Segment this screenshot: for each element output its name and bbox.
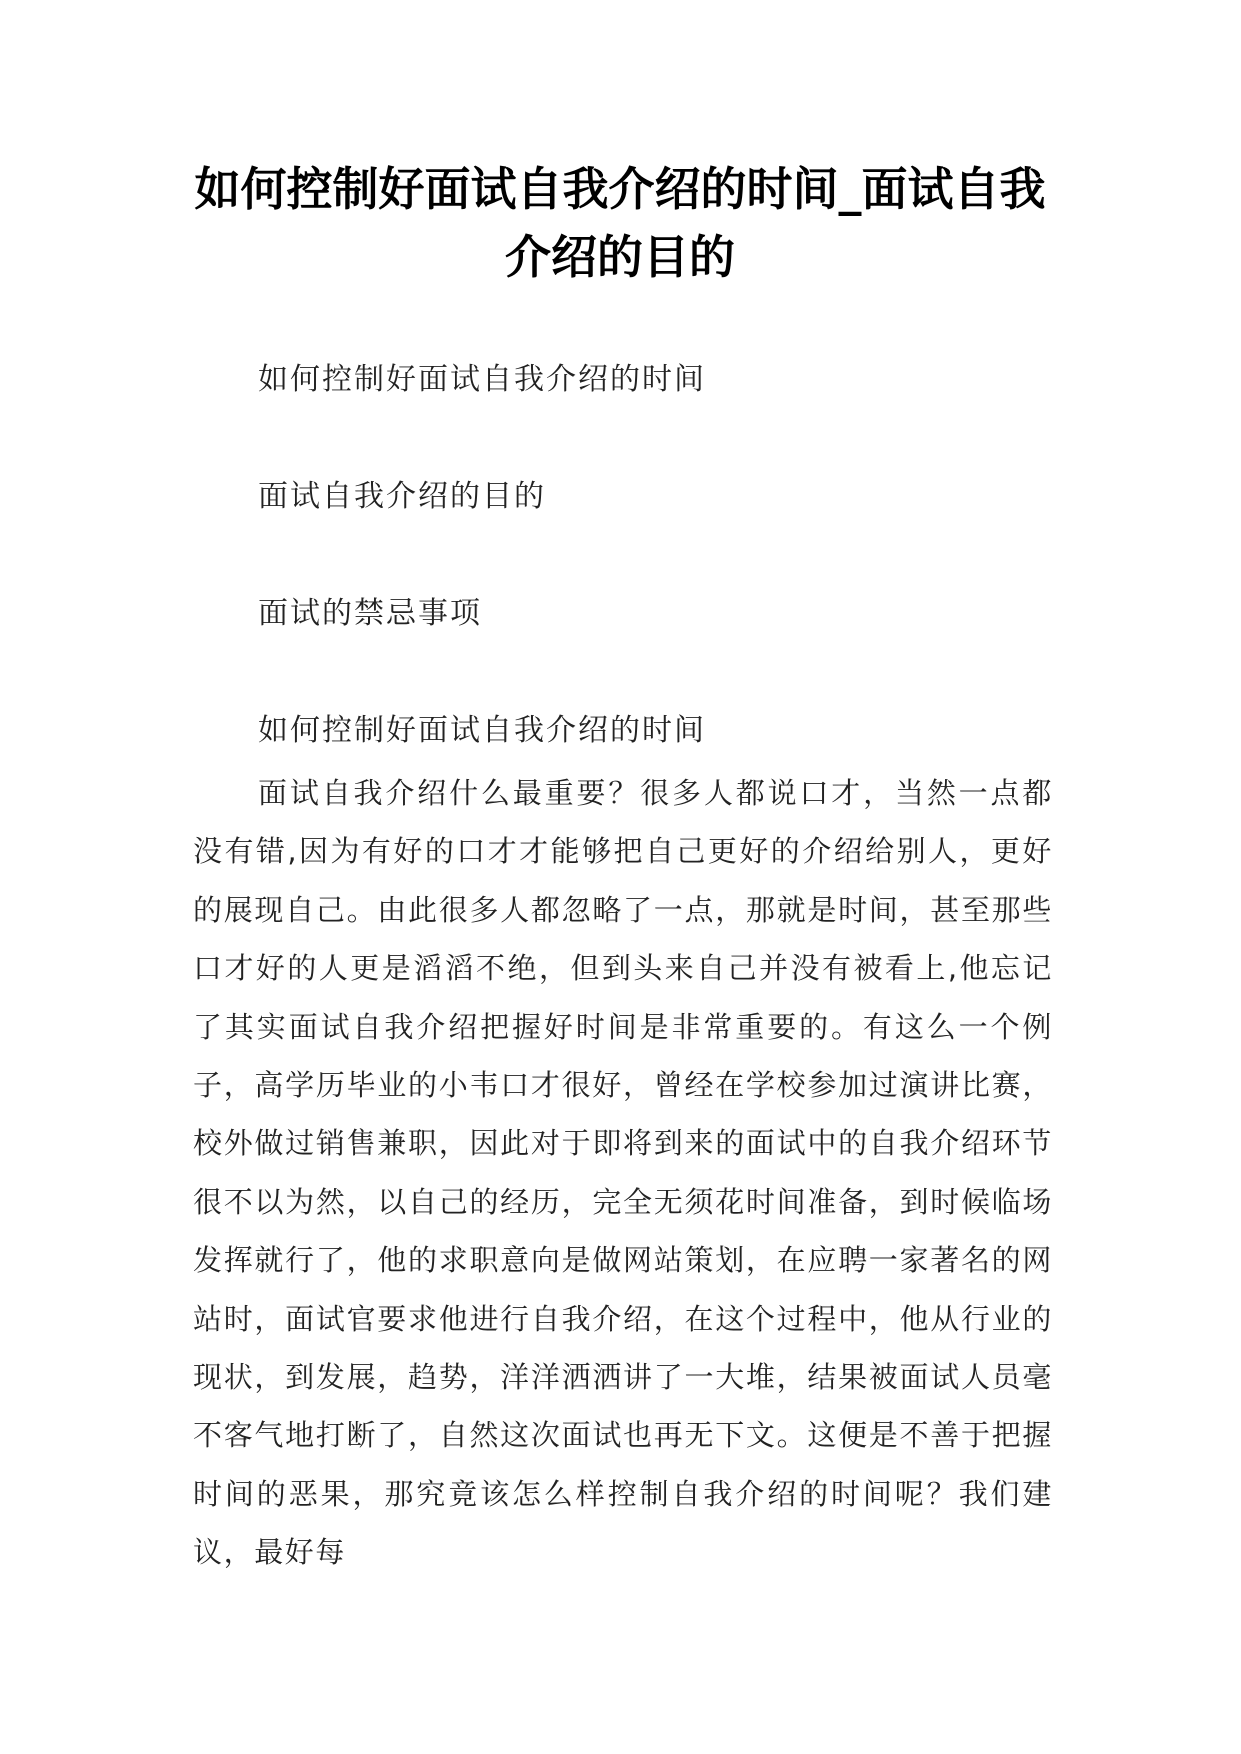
toc-item-time-control: 如何控制好面试自我介绍的时间 <box>258 362 706 397</box>
body-paragraph: 面试自我介绍什么最重要？很多人都说口才，当然一点都没有错,因为有好的口才才能够把自己更好的介绍给别人，更好的展现自己。由此很多人都忽略了一点，那就是时间，甚至那些口才好的人更是滔滔不绝，但到头来自己并没有被看上,他忘记了其实面试自我介绍把握好时间是非常重要的。有这么一个例子，高学历毕业的小韦口才很好，曾经在学校参加过演讲比赛，校外做过销售兼职，因此对于即将到来的面试中的自我介绍环节很不以为然，以自己的经历，完全无须花时间准备，到时候临场发挥就行了，他的求职意向是做网站策划，在应聘一家著名的网站时，面试官要求他进行自我介绍，在这个过程中，他从行业的现状，到发展，趋势，洋洋洒洒讲了一大堆，结果被面试人员毫不客气地打断了，自然这次面试也再无下文。这便是不善于把握时间的恶果，那究竟该怎么样控制自我介绍的时间呢？我们建议，最好每 <box>193 776 1053 1570</box>
toc-item-taboos: 面试的禁忌事项 <box>258 596 482 631</box>
toc-item-purpose: 面试自我介绍的目的 <box>258 479 546 514</box>
document-title: 如何控制好面试自我介绍的时间_面试自我介绍的目的 <box>194 162 1046 284</box>
section-heading: 如何控制好面试自我介绍的时间 <box>258 713 706 748</box>
